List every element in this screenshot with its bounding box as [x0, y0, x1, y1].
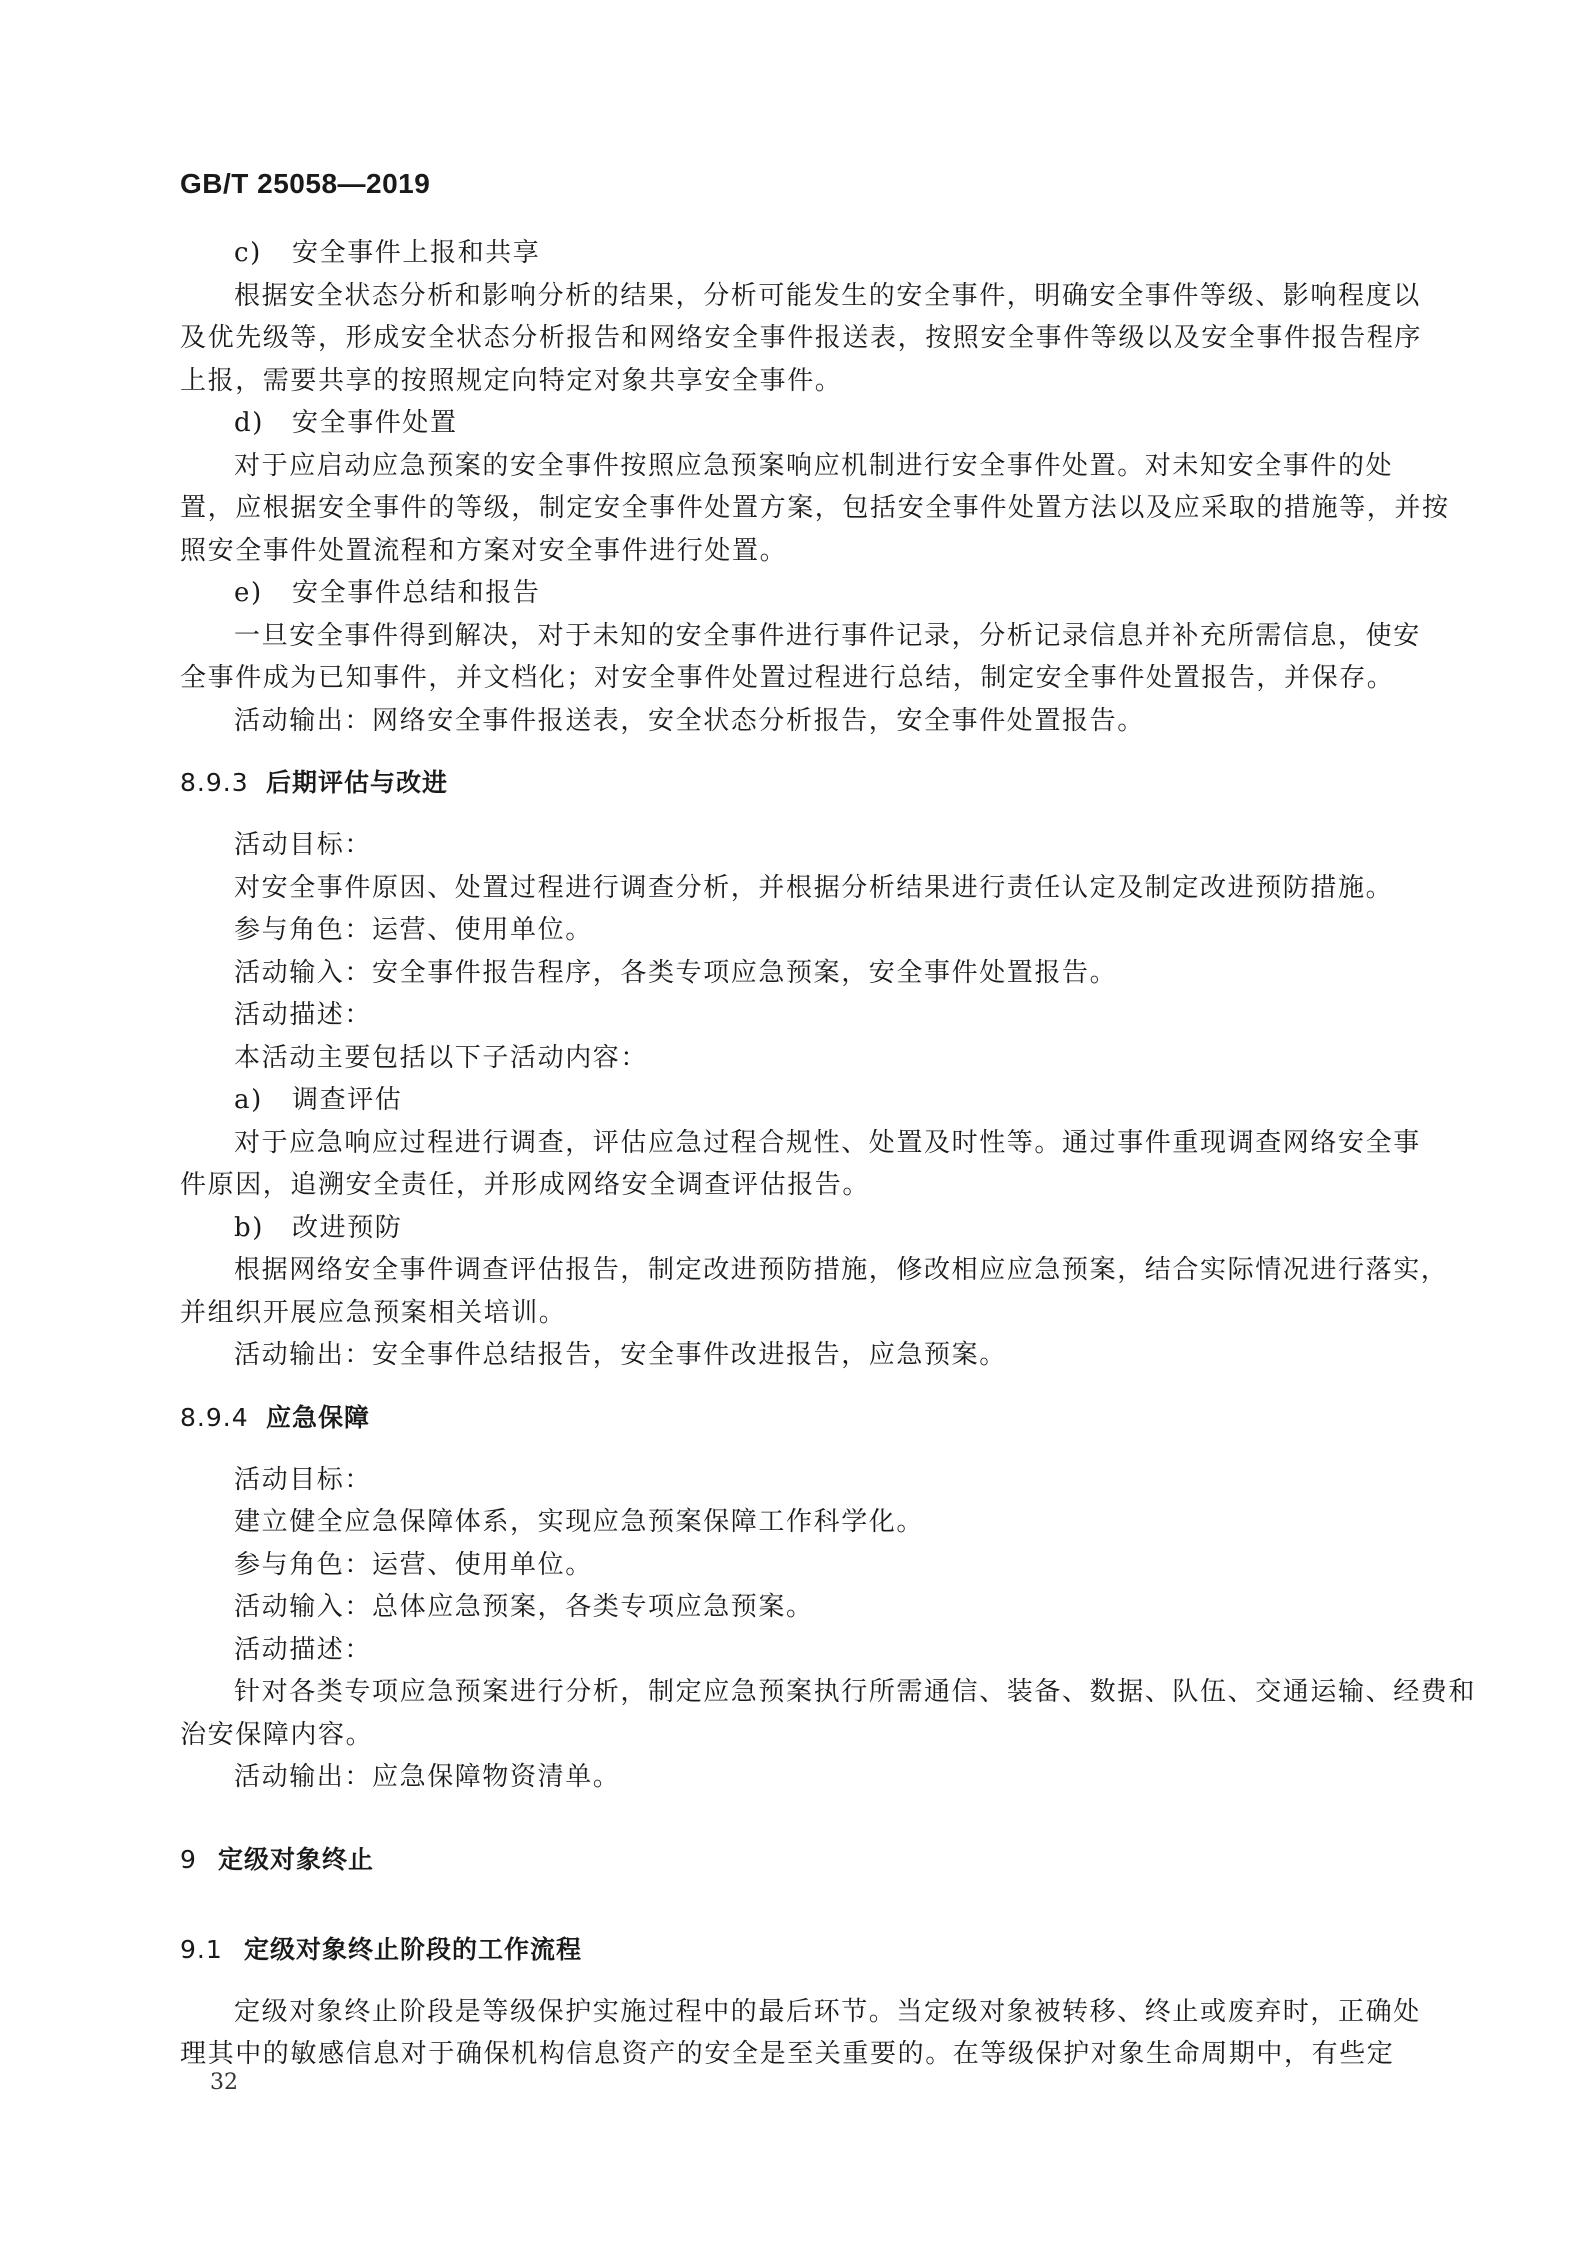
- section-number: 9.1: [180, 1934, 223, 1964]
- paragraph-line: 对于应急响应过程进行调查，评估应急过程合规性、处置及时性等。通过事件重现调查网络安全事: [234, 1127, 1421, 1158]
- list-item-marker: d): [234, 408, 264, 438]
- paragraph-line: 件原因，追溯安全责任，并形成网络安全调查评估报告。: [180, 1170, 871, 1200]
- document-body: [180, 232, 1477, 2076]
- list-item-text: 安全事件处置: [292, 408, 458, 438]
- section-heading: [180, 1929, 1410, 1971]
- list-item: [180, 572, 1410, 615]
- list-item-text: 调查评估: [292, 1085, 403, 1115]
- paragraph-line: 并组织开展应急预案相关培训。: [180, 1297, 567, 1328]
- paragraph-line: 参与角色：运营、使用单位。: [234, 1549, 593, 1580]
- list-item: [180, 1079, 1410, 1122]
- list-item: [180, 232, 1410, 275]
- list-item: [180, 1207, 1410, 1250]
- section-number: 9: [180, 1844, 197, 1874]
- paragraph-line: 活动目标：: [234, 1464, 373, 1495]
- list-item-marker: e): [234, 578, 263, 608]
- list-item-marker: b): [234, 1212, 264, 1243]
- paragraph-line: 本活动主要包括以下子活动内容：: [234, 1042, 649, 1073]
- paragraph-line: 活动描述：: [234, 1000, 373, 1030]
- paragraph-line: 理其中的敏感信息对于确保机构信息资产的安全是至关重要的。在等级保护对象生命周期中，有些定: [180, 2039, 1395, 2069]
- section-number: 8.9.3: [180, 768, 249, 797]
- paragraph-line: 定级对象终止阶段是等级保护实施过程中的最后环节。当定级对象被转移、终止或废弃时，正确处: [234, 1996, 1421, 2027]
- paragraph-line: 建立健全应急保障体系，实现应急预案保障工作科学化。: [234, 1507, 925, 1537]
- paragraph-line: 活动输出：安全事件总结报告，安全事件改进报告，应急预案。: [234, 1340, 1007, 1370]
- paragraph-line: 及优先级等，形成安全状态分析报告和网络安全事件报送表，按照安全事件等级以及安全事件报告程序: [180, 323, 1423, 353]
- list-item-marker: c): [234, 238, 262, 268]
- paragraph-line: 上报，需要共享的按照规定向特定对象共享安全事件。: [180, 365, 843, 396]
- list-item-text: 安全事件上报和共享: [292, 238, 541, 268]
- paragraph-line: 根据安全状态分析和影响分析的结果，分析可能发生的安全事件，明确安全事件等级、影响程度以: [234, 280, 1421, 311]
- list-item-text: 改进预防: [292, 1212, 403, 1243]
- paragraph-line: 活动输出：应急保障物资清单。: [234, 1762, 621, 1792]
- paragraph-line: 照安全事件处置流程和方案对安全事件进行处置。: [180, 535, 788, 566]
- section-title: 定级对象终止: [218, 1844, 375, 1874]
- paragraph-line: 活动输入：总体应急预案，各类专项应急预案。: [234, 1592, 814, 1622]
- chapter-heading: [180, 1839, 1410, 1881]
- section-title: 后期评估与改进: [266, 768, 449, 797]
- paragraph-line: 全事件成为已知事件，并文档化；对安全事件处置过程进行总结，制定安全事件处置报告，并保存。: [180, 663, 1395, 693]
- section-heading: [180, 1397, 1410, 1439]
- section-heading: [180, 762, 1410, 804]
- paragraph-line: 置，应根据安全事件的等级，制定安全事件处置方案，包括安全事件处置方法以及应采取的措施等，并按: [180, 493, 1450, 523]
- list-item: [180, 402, 1410, 445]
- section-title: 定级对象终止阶段的工作流程: [244, 1934, 583, 1964]
- paragraph-line: 针对各类专项应急预案进行分析，制定应急预案执行所需通信、装备、数据、队伍、交通运输、经费和: [234, 1677, 1477, 1707]
- page-number: 32: [210, 2070, 238, 2095]
- paragraph-line: 参与角色：运营、使用单位。: [234, 915, 593, 945]
- paragraph-line: 治安保障内容。: [180, 1719, 374, 1750]
- section-title: 应急保障: [266, 1402, 371, 1432]
- paragraph-line: 活动输出：网络安全事件报送表，安全状态分析报告，安全事件处置报告。: [234, 705, 1145, 736]
- paragraph-line: 活动输入：安全事件报告程序，各类专项应急预案，安全事件处置报告。: [234, 957, 1118, 988]
- paragraph-line: 根据网络安全事件调查评估报告，制定改进预防措施，修改相应应急预案，结合实际情况进行落实，: [234, 1255, 1449, 1285]
- paragraph-line: 活动目标：: [234, 830, 373, 860]
- section-number: 8.9.4: [180, 1402, 249, 1432]
- paragraph-line: 活动描述：: [234, 1634, 373, 1665]
- paragraph-line: 对安全事件原因、处置过程进行调查分析，并根据分析结果进行责任认定及制定改进预防措施。: [234, 872, 1394, 903]
- list-item-marker: a): [234, 1085, 263, 1115]
- paragraph-line: 一旦安全事件得到解决，对于未知的安全事件进行事件记录，分析记录信息并补充所需信息，使安: [234, 620, 1421, 651]
- standard-code: GB/T 25058—2019: [180, 168, 431, 199]
- list-item-text: 安全事件总结和报告: [292, 578, 541, 608]
- paragraph-line: 对于应启动应急预案的安全事件按照应急预案响应机制进行安全事件处置。对未知安全事件的处: [234, 450, 1394, 481]
